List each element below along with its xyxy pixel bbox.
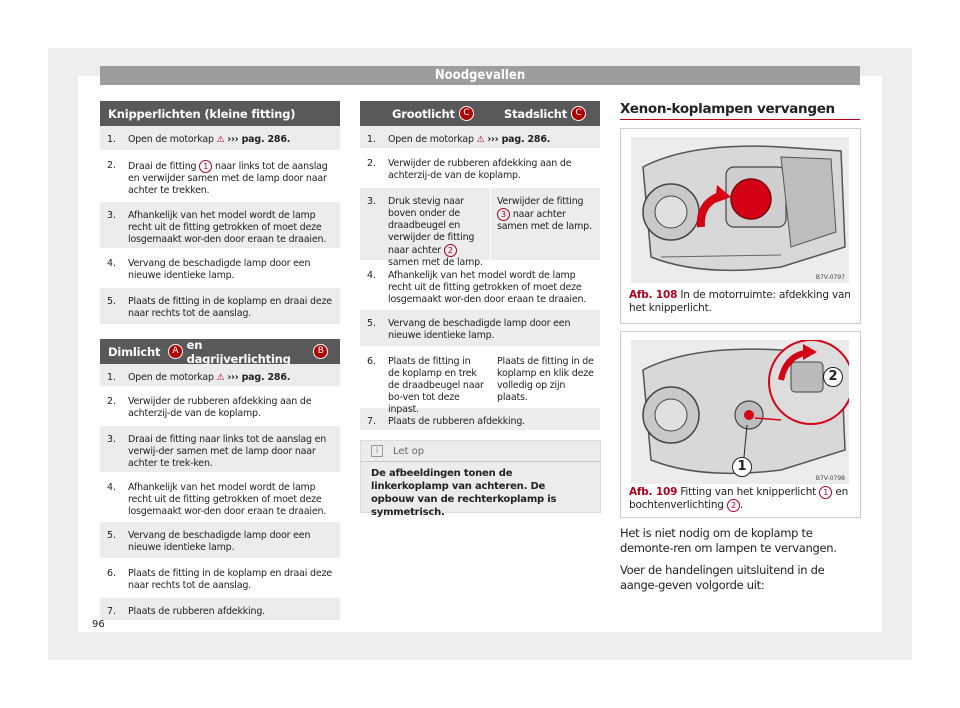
step-number: 5. — [107, 530, 117, 541]
step-text-part: naar links tot de aanslag en verwijder samen met de lamp door naar achter te trekken. — [128, 161, 328, 196]
table-row — [360, 408, 600, 432]
table-row — [360, 126, 600, 150]
step-number: 5. — [367, 318, 377, 329]
step-text-part: Open de motorkap — [128, 372, 217, 383]
step-number: 5. — [107, 296, 117, 307]
left-column — [100, 101, 340, 622]
step-text: Draai de fitting naar links tot de aanslag en verwij-der samen met de lamp door naar achter te trek-ken. — [128, 434, 327, 469]
section-title: Xenon-koplampen vervangen — [620, 101, 835, 117]
table-row — [100, 126, 340, 152]
table-row — [100, 202, 340, 250]
step-text-part: Verwijder de fitting — [497, 196, 584, 207]
callout-2: 2 — [823, 367, 843, 387]
step-text: Vervang de beschadigde lamp door een nieuwe identieke lamp. — [128, 258, 311, 281]
marker-badge: 1 — [199, 160, 212, 173]
page-reference-link[interactable]: ››› pag. 286. — [227, 372, 291, 383]
step-number: 7. — [367, 416, 377, 427]
step-text: Plaats de rubberen afdekking. — [388, 416, 525, 427]
table-row — [360, 310, 600, 348]
warning-icon: ⚠ — [216, 373, 225, 383]
header-label: Stadslicht — [504, 106, 568, 121]
marker-badge: A — [168, 344, 183, 359]
marker-badge: C — [571, 106, 586, 121]
step-text: Vervang de beschadigde lamp door een nieuwe identieke lamp. — [128, 530, 311, 553]
step-text — [126, 152, 340, 200]
step-text-grootlicht — [386, 188, 490, 268]
header-col-stadslicht — [498, 106, 600, 121]
step-text: Vervang de beschadigde lamp door een nieuwe identieke lamp. — [388, 318, 571, 341]
step-text: Plaats de rubberen afdekking. — [128, 606, 265, 617]
note-box — [360, 440, 601, 518]
step-number: 4. — [367, 270, 377, 281]
warning-icon: ⚠ — [476, 135, 485, 145]
marker-badge: 2 — [444, 244, 457, 257]
step-text-part: naar achter samen met de lamp. — [497, 209, 592, 232]
table-row — [360, 188, 600, 268]
step-number: 4. — [107, 482, 117, 493]
step-text-stadslicht — [490, 188, 600, 260]
figure-code: B7V-0797 — [815, 274, 845, 281]
caption-text: en bochtenverlichting — [629, 486, 849, 511]
caption-text: Fitting van het knipperlicht — [677, 486, 820, 498]
body-paragraph: Voer de handelingen uitsluitend in de aange-geven volgorde uit: — [620, 563, 825, 592]
body-paragraph: Het is niet nodig om de koplamp te demonte-ren om lampen te vervangen. — [620, 526, 837, 555]
step-number: 4. — [107, 258, 117, 269]
caption-text: In de motorruimte: afdekking van het knipperlicht. — [629, 289, 851, 314]
note-label: Let op — [393, 445, 425, 457]
header-label: Grootlicht — [392, 106, 455, 121]
step-text-part: Druk stevig naar boven onder de draadbeugel en verwijder de fitting naar achter — [388, 196, 475, 256]
figure-108 — [620, 128, 861, 324]
step-text-grootlicht: Plaats de fitting in de koplamp en trek de draadbeugel naar bo-ven tot deze inpast. — [388, 356, 484, 415]
marker-badge: B — [313, 344, 328, 359]
table-row — [360, 348, 600, 415]
step-number: 1. — [107, 134, 117, 145]
warning-icon: ⚠ — [216, 135, 225, 145]
headlamp-illustration — [631, 137, 849, 283]
table-title-part: Dimlicht — [108, 344, 161, 359]
marker-badge: 3 — [497, 208, 510, 221]
step-number: 6. — [367, 356, 377, 367]
info-icon: i — [371, 445, 383, 457]
step-text: Afhankelijk van het model wordt de lamp recht uit de fitting getrokken of moet deze losgemaakt wor-den door eraan te draaien. — [388, 270, 587, 305]
table-row — [100, 560, 340, 598]
marker-badge: 2 — [727, 499, 740, 512]
step-number: 3. — [107, 434, 117, 445]
figure-label: Afb. 108 — [629, 289, 678, 301]
step-text-part: samen met de lamp. — [388, 257, 483, 268]
figure-caption — [629, 289, 854, 315]
middle-column — [360, 101, 600, 432]
step-number: 1. — [367, 134, 377, 145]
step-number: 2. — [367, 158, 377, 169]
step-number: 2. — [107, 396, 117, 407]
step-text-part: Draai de fitting — [128, 161, 200, 172]
figure-code: B7V-0798 — [815, 475, 845, 482]
caption-text: . — [739, 499, 744, 511]
step-number: 1. — [107, 372, 117, 383]
table-header-dimlicht — [100, 339, 340, 364]
note-text: De afbeeldingen tonen de linkerkoplamp van achteren. De opbouw van de rechterkoplamp is symmetrisch. — [371, 468, 557, 518]
step-text — [126, 126, 340, 150]
step-number: 6. — [107, 568, 117, 579]
step-text: Afhankelijk van het model wordt de lamp recht uit de fitting getrokken of moet deze losgemaakt wor-den door eraan te draaien. — [128, 482, 327, 517]
table-row — [360, 150, 600, 188]
step-text — [386, 126, 600, 148]
step-number: 3. — [107, 210, 117, 221]
table-header-knipperlichten — [100, 101, 340, 126]
header-col-grootlicht — [386, 106, 498, 121]
step-text — [126, 364, 340, 386]
headlamp-photo — [631, 137, 849, 283]
table-row — [100, 598, 340, 622]
table-row — [360, 262, 600, 310]
table-row — [100, 522, 340, 560]
step-text: Afhankelijk van het model wordt de lamp recht uit de fitting getrokken of moet deze losgemaakt wor-den door eraan te draaien. — [128, 210, 327, 245]
figure-caption — [629, 486, 854, 512]
title-underline — [620, 119, 860, 120]
table-row — [100, 288, 340, 326]
page-number: 96 — [92, 619, 105, 630]
figure-label: Afb. 109 — [629, 486, 678, 498]
page-reference-link[interactable]: ››› pag. 286. — [227, 134, 291, 145]
step-text-part: Open de motorkap — [128, 134, 217, 145]
step-text: Plaats de fitting in de koplamp en draai deze naar rechts tot de aanslag. — [128, 568, 332, 591]
table-row — [100, 426, 340, 474]
step-number: 7. — [107, 606, 117, 617]
marker-badge: 1 — [819, 486, 832, 499]
step-number: 3. — [367, 196, 377, 207]
callout-1: 1 — [732, 457, 752, 477]
step-text: Verwijder de rubberen afdekking aan de achterzij-de van de koplamp. — [128, 396, 312, 419]
figure-109 — [620, 331, 861, 518]
table-header-grootlicht — [360, 101, 600, 126]
table-title-part: en dagrijverlichting — [186, 337, 291, 366]
table-row — [100, 388, 340, 426]
marker-badge: C — [459, 106, 474, 121]
step-number: 2. — [107, 160, 117, 171]
step-text: Verwijder de rubberen afdekking aan de achterzij-de van de koplamp. — [388, 158, 572, 181]
step-text: Plaats de fitting in de koplamp en draai deze naar rechts tot de aanslag. — [128, 296, 332, 319]
page-reference-link[interactable]: ››› pag. 286. — [487, 134, 551, 145]
headlamp-photo — [631, 340, 849, 484]
table-row — [100, 364, 340, 388]
step-text-part: Open de motorkap — [388, 134, 477, 145]
note-header — [361, 441, 600, 462]
table-row — [100, 250, 340, 288]
step-text-stadslicht: Plaats de fitting in de koplamp en klik deze volledig op zijn plaats. — [490, 348, 600, 406]
table-row — [100, 152, 340, 202]
chapter-header: Noodgevallen — [100, 66, 860, 85]
table-row — [100, 474, 340, 522]
table-title: Knipperlichten (kleine fitting) — [108, 106, 296, 121]
